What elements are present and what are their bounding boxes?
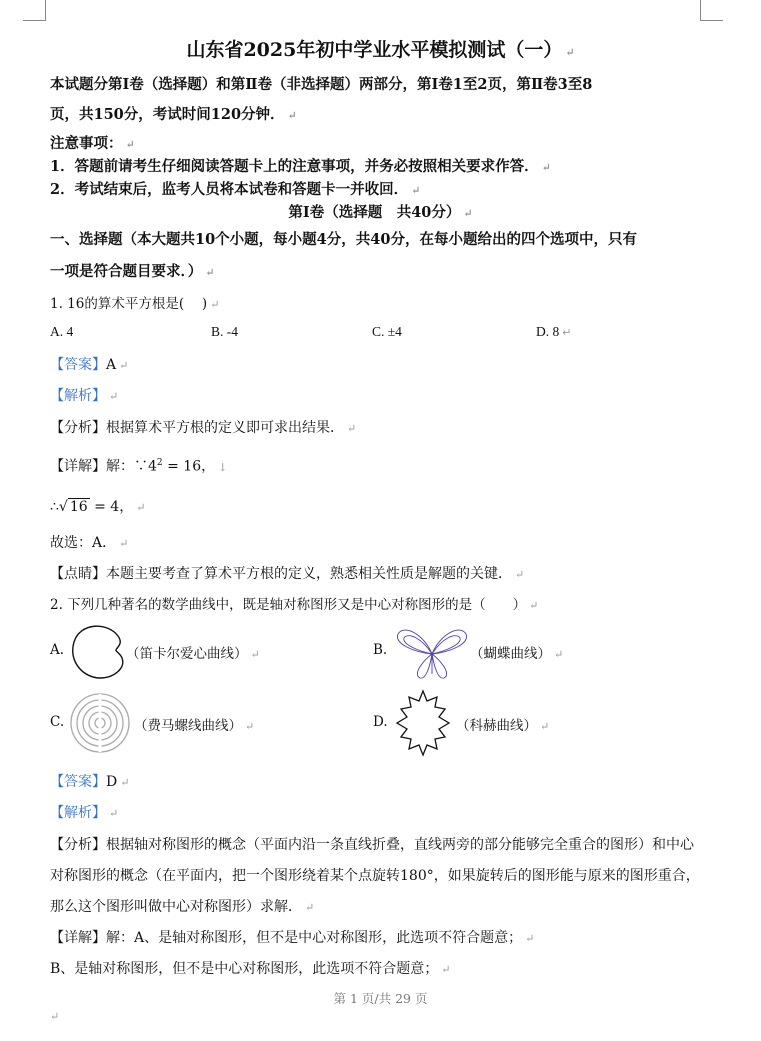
- q2-fenxi-line-3: 那么这个图形叫做中心对称图形）求解． ↵: [50, 899, 315, 915]
- q2-option-a-letter-text: A.: [50, 642, 65, 658]
- q2-analysis-tag: 【解析】: [50, 805, 106, 821]
- q2-option-d-label: （科赫曲线） ↵: [456, 718, 550, 734]
- q1-option-a: [50, 324, 73, 340]
- page-title-text: 山东省2025年初中学业水平模拟测试（一）: [186, 39, 563, 61]
- q2-option-c-letter-text: C.: [50, 714, 65, 730]
- section-line-2: 一项是符合题目要求．） ↵: [50, 263, 215, 280]
- q2-fenxi-text-2: 对称图形的概念（在平面内，把一个图形绕着某个点旋转180°，如果旋转后的图形能与原来的图形重合，: [50, 868, 700, 884]
- q2-option-a-label-text: （笛卡尔爱心曲线）: [126, 646, 248, 662]
- q2-detail-tag: 【详解】: [50, 930, 106, 946]
- q1-option-b-text: B. -4: [211, 324, 238, 339]
- intro-line-1: [50, 75, 592, 95]
- q1-dianjing-tag: 【点睛】: [50, 566, 106, 582]
- q1-answer-value: A: [106, 357, 117, 373]
- q2-option-b-label-text: （蝴蝶曲线）: [470, 646, 551, 662]
- q1-detail: 【详解】解：$\because 4^2 = 16$， ↓: [50, 458, 228, 475]
- q2-fenxi-text-1: 根据轴对称图形的概念（平面内沿一条直线折叠，直线两旁的部分能够完全重合的图形）和中心: [106, 837, 694, 853]
- q2-stem-text: 2. 下列几种著名的数学曲线中，既是轴对称图形又是中心对称图形的是（ ）: [50, 597, 527, 613]
- q2-answer-value: D: [106, 774, 118, 790]
- q2-analysis: 【解析】 ↵: [50, 805, 119, 821]
- q2-option-b-letter: [373, 642, 387, 658]
- q1-stem: 1. 16的算术平方根是( ) ↵: [50, 296, 220, 312]
- page-number-text: 第 1 页/共 29 页: [333, 991, 428, 1006]
- butterfly-wing-upper-right: [432, 630, 467, 654]
- q1-option-c: [372, 324, 402, 340]
- sqrt-sign: √: [58, 499, 68, 515]
- section-text-2: 一项是符合题目要求．）: [50, 263, 203, 280]
- butterfly-wing-lower-right: [432, 654, 447, 678]
- q2-fenxi-text-3: 那么这个图形叫做中心对称图形）求解．: [50, 899, 302, 915]
- q2-detail-line-2: B、是轴对称图形，但不是中心对称图形，此选项不符合题意； ↵: [50, 961, 451, 977]
- q1-detail-tag: 【详解】: [50, 458, 106, 475]
- q1-stem-text: 1. 16的算术平方根是( ): [50, 296, 208, 312]
- section-line-1: [50, 230, 637, 250]
- q2-stem: 2. 下列几种著名的数学曲线中，既是轴对称图形又是中心对称图形的是（ ） ↵: [50, 597, 539, 613]
- q1-therefore-suffix: = 4，: [89, 499, 134, 515]
- q2-fenxi-tag: 【分析】: [50, 837, 106, 853]
- q1-detail-prefix: 解：∵4: [106, 458, 157, 475]
- q1-choose-text: 故选：A．: [50, 535, 117, 551]
- q1-choose: 故选：A． ↵: [50, 535, 129, 551]
- q1-fenxi-tag: 【分析】: [50, 420, 106, 436]
- butterfly-wing-upper-left: [397, 630, 432, 654]
- q2-answer-tag: 【答案】: [50, 774, 106, 790]
- intro-text-1: 本试题分第Ⅰ卷（选择题）和第Ⅱ卷（非选择题）两部分，第Ⅰ卷1至2页，第Ⅱ卷3至8: [50, 76, 593, 93]
- sqrt-radicand: 16: [69, 499, 88, 515]
- part-title: 第Ⅰ卷（选择题 共40分） ↵: [288, 204, 473, 221]
- q1-option-d: D. 8 ↵: [536, 324, 572, 339]
- q2-detail-line-1: 【详解】解：A、是轴对称图形，但不是中心对称图形，此选项不符合题意； ↵: [50, 930, 535, 946]
- page-title: 山东省2025年初中学业水平模拟测试（一） ↵: [186, 39, 575, 61]
- q2-option-c-label-text: （费马螺线曲线）: [134, 718, 242, 734]
- intro-text-2: 页，共150分，考试时间120分钟．: [50, 106, 285, 123]
- notice-text-2: 2．考试结束后，监考人员将本试卷和答题卡一并收回．: [50, 181, 409, 198]
- cardioid-curve-figure: [66, 620, 130, 682]
- q2-fenxi-line-2: [50, 866, 700, 886]
- q2-option-b-letter-text: B.: [373, 642, 388, 658]
- notice-item-2: 2．考试结束后，监考人员将本试卷和答题卡一并收回． ↵: [50, 181, 421, 198]
- notice-title: 注意事项： ↵: [50, 135, 135, 152]
- q1-analysis: 【解析】 ↵: [50, 388, 119, 404]
- q2-detail-text-2: B、是轴对称图形，但不是中心对称图形，此选项不符合题意；: [50, 961, 439, 977]
- q1-option-d-text: D. 8: [536, 324, 560, 339]
- q2-option-d-letter-text: D.: [373, 714, 388, 730]
- q1-therefore: ∴√ 16 = 4， ↵: [50, 499, 146, 515]
- q2-answer: 【答案】D ↵: [50, 774, 130, 790]
- cardioid-curve: [73, 626, 123, 678]
- trailing-paragraph-mark: ↵: [50, 1010, 60, 1023]
- q2-option-d-letter: [373, 714, 388, 730]
- koch-snowflake: [397, 691, 449, 755]
- q1-dianjing: 【点睛】本题主要考查了算术平方根的定义，熟悉相关性质是解题的关键． ↵: [50, 566, 525, 582]
- butterfly-curve-figure: [394, 624, 470, 680]
- q2-option-a-letter: [50, 642, 64, 658]
- part-title-text: 第Ⅰ卷（选择题 共40分）: [288, 204, 461, 221]
- q1-option-b: [211, 324, 238, 340]
- q1-analysis-tag: 【解析】: [50, 388, 106, 404]
- koch-curve-figure: [389, 689, 457, 757]
- q2-detail-text-1: 解：A、是轴对称图形，但不是中心对称图形，此选项不符合题意；: [106, 930, 523, 946]
- q1-option-a-text: A. 4: [50, 324, 74, 339]
- notice-title-text: 注意事项：: [50, 135, 123, 152]
- q1-fenxi-text: 根据算术平方根的定义即可求出结果．: [106, 420, 344, 436]
- page-footer: [0, 989, 761, 1009]
- intro-line-2: 页，共150分，考试时间120分钟． ↵: [50, 106, 297, 123]
- q1-answer: 【答案】A ↵: [50, 357, 129, 373]
- crop-mark-top-left: [23, 0, 46, 21]
- q2-option-a-label: （笛卡尔爱心曲线） ↵: [126, 646, 260, 662]
- q1-detail-exponent: 2: [156, 458, 163, 468]
- therefore-symbol: ∴: [50, 499, 59, 515]
- q2-option-b-label: （蝴蝶曲线） ↵: [470, 646, 564, 662]
- q2-option-c-letter: [50, 714, 64, 730]
- q1-fenxi: 【分析】根据算术平方根的定义即可求出结果． ↵: [50, 420, 357, 436]
- q1-dianjing-text: 本题主要考查了算术平方根的定义，熟悉相关性质是解题的关键．: [106, 566, 512, 582]
- q2-option-d-label-text: （科赫曲线）: [456, 718, 537, 734]
- butterfly-wing-lower-left: [417, 654, 432, 678]
- q2-option-c-label: （费马螺线曲线） ↵: [134, 718, 255, 734]
- fermat-spiral-figure: [68, 691, 132, 755]
- section-text-1: 一、选择题（本大题共10个小题，每小题4分，共40分，在每小题给出的四个选项中，只有: [50, 231, 637, 248]
- q1-detail-suffix: = 16，: [162, 458, 216, 475]
- q2-fenxi-line-1: [50, 835, 694, 855]
- notice-item-1: 1．答题前请考生仔细阅读答题卡上的注意事项，并务必按照相关要求作答． ↵: [50, 158, 551, 175]
- crop-mark-top-right: [700, 0, 723, 21]
- q1-answer-tag: 【答案】: [50, 357, 106, 373]
- q1-option-c-text: C. ±4: [372, 324, 402, 339]
- notice-text-1: 1．答题前请考生仔细阅读答题卡上的注意事项，并务必按照相关要求作答．: [50, 158, 539, 175]
